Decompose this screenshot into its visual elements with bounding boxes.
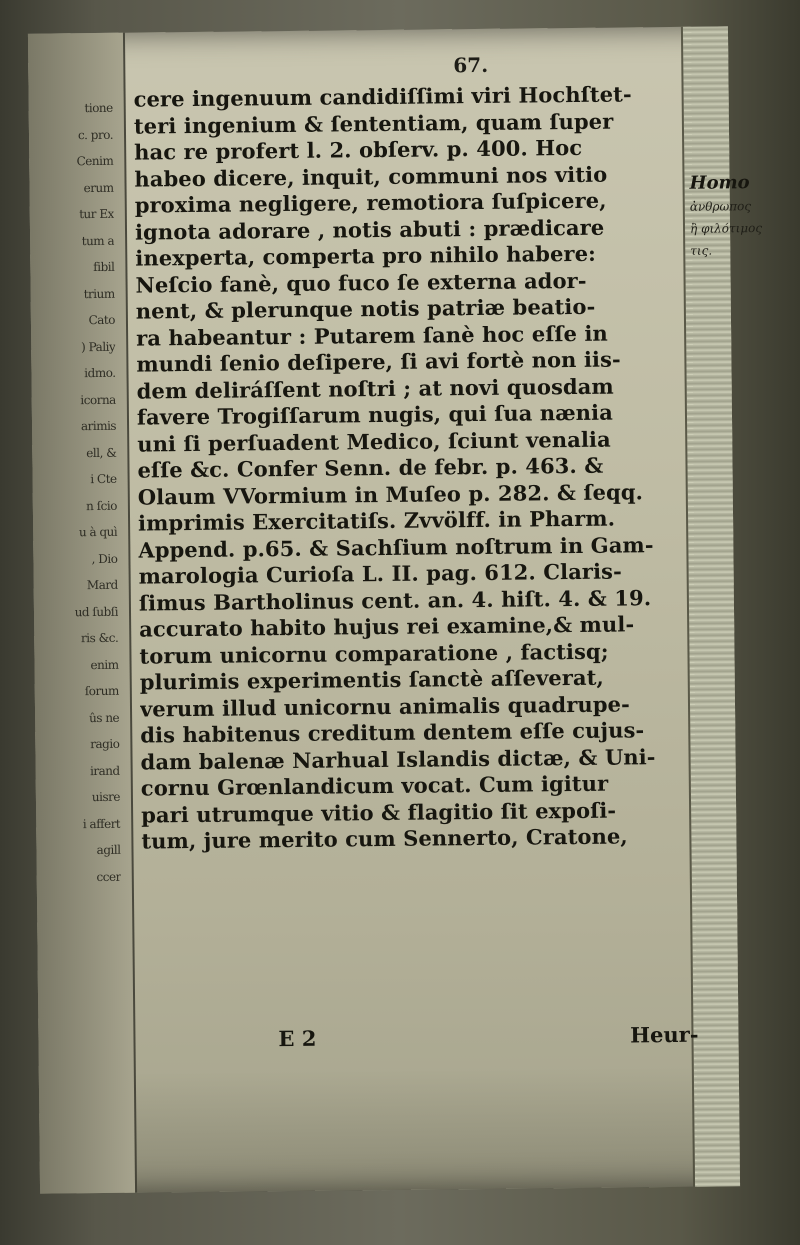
text-line: dis habitenus creditum dentem eſſe cujus- [140, 717, 645, 748]
margin-fragment: c. pro. [77, 127, 114, 142]
text-line: hac re profert l. 2. obſerv. p. 400. Hoc [134, 134, 583, 165]
margin-fragment: Mard [86, 577, 118, 593]
margin-fragment: tum a [81, 233, 115, 248]
margin-fragment: n ſcio [86, 498, 117, 513]
margin-fragment: ris &c. [80, 630, 119, 646]
text-line: inexperta, comperta pro nihilo habere: [135, 240, 597, 271]
text-line: tum, jure merito cum Sennerto, Cratone, [141, 823, 628, 854]
marginal-note-line: ἢ φιλότιμος [689, 221, 763, 236]
margin-fragment: ragio [90, 736, 120, 752]
margin-fragment: ud ſubſi [74, 604, 119, 619]
text-line: torum unicornu comparatione , factisq; [139, 638, 609, 669]
margin-fragment: tione [84, 100, 113, 116]
text-line: nent, & plerunque notis patriæ beatio- [135, 293, 596, 324]
margin-fragment: erum [83, 180, 114, 195]
text-line: marologia Curioſa L. II. pag. 612. Claris- [138, 558, 622, 589]
text-line: pari utrumque vitio & flagitio ſit expoſi- [140, 797, 617, 828]
text-line: favere Trogiſſarum nugis, qui ſua nænia [136, 399, 613, 430]
margin-fragment: idmo. [84, 365, 116, 381]
text-line: verum illud unicornu animalis quadrupe- [139, 690, 630, 722]
text-line: cornu Grœnlandicum vocat. Cum igitur [140, 770, 609, 801]
margin-fragment: Cato [88, 312, 116, 328]
text-line: habeo dicere, inquit, communi nos vitio [134, 161, 608, 192]
margin-fragment: ell, & [86, 445, 117, 460]
page-shadow [134, 1067, 695, 1193]
margin-fragment: trium [83, 286, 115, 301]
marginal-note [689, 171, 775, 262]
text-line: accurato habito hujus rei examine,& mul- [139, 611, 635, 642]
margin-fragment: i affert [82, 816, 121, 831]
margin-fragment: arimis [80, 418, 117, 434]
text-line: plurimis experimentis ſanctè aſſeverat, [139, 664, 605, 695]
signature-mark: E 2 [278, 1025, 317, 1052]
text-line: ra habeantur : Putarem ſanè hoc eſſe in [136, 320, 608, 351]
left-margin-fragments [35, 95, 121, 891]
margin-fragment: , Dio [91, 551, 118, 566]
text-line: uni ſi perſuadent Medico, ſciunt venalia [137, 426, 611, 457]
text-line: mundi ſenio deſipere, ſi avi fortè non iis- [136, 346, 621, 377]
margin-fragment: icorna [80, 392, 116, 407]
text-line: teri ingenium & ſententiam, quam ſuper [133, 108, 614, 139]
margin-fragment: irand [89, 763, 120, 778]
catchword: Heur- [630, 1021, 699, 1048]
text-line: dem deliráſſent noſtri ; at novi quosdam [136, 373, 614, 404]
text-line: ignota adorare , notis abuti : prædicare [134, 214, 605, 245]
main-text-block [134, 81, 687, 855]
text-line: imprimis Exercitatiſs. Zvvölff. in Pharm. [137, 505, 616, 536]
margin-fragment: fibil [93, 259, 115, 275]
marginal-note-title: Homo [689, 172, 750, 194]
text-line: dam balenæ Narhual Islandis dictæ, & Uni- [140, 743, 656, 775]
margin-fragment: ſorum [84, 683, 119, 699]
book-page [28, 26, 763, 1193]
margin-fragment: Cenim [76, 153, 114, 169]
text-line: Olaum VVormium in Muſeo p. 282. & ſeqq. [137, 478, 644, 510]
margin-fragment: agill [96, 842, 121, 858]
text-line: Neſcio fanè, quo fuco ſe externa ador- [135, 267, 587, 298]
text-line: Append. p.65. & Sachſium noſtrum in Gam- [138, 531, 654, 563]
margin-fragment: u à quì [78, 524, 118, 540]
marginal-note-line: τις. [690, 243, 713, 258]
text-line: proxima negligere, remotiora ſuſpicere, [134, 187, 607, 218]
text-line: cere ingenuum candidiſſimi viri Hochſtet- [133, 81, 632, 112]
margin-fragment: tur Ex [79, 206, 114, 222]
text-line: eſſe &c. Confer Senn. de febr. p. 463. & [137, 452, 604, 483]
margin-fragment: i Cte [90, 471, 117, 487]
margin-fragment: ) Paliy [81, 339, 116, 354]
margin-fragment: enim [90, 657, 119, 672]
margin-fragment: ûs ne [89, 710, 120, 725]
marginal-note-line: ἀνθρωπος [689, 199, 752, 214]
page-number: 67. [453, 52, 489, 78]
margin-fragment: uisre [91, 789, 121, 805]
page-footer [278, 1022, 698, 1051]
margin-fragment: ccer [96, 869, 121, 884]
text-line: ſimus Bartholinus cent. an. 4. hiſt. 4. & 19. [138, 584, 652, 616]
